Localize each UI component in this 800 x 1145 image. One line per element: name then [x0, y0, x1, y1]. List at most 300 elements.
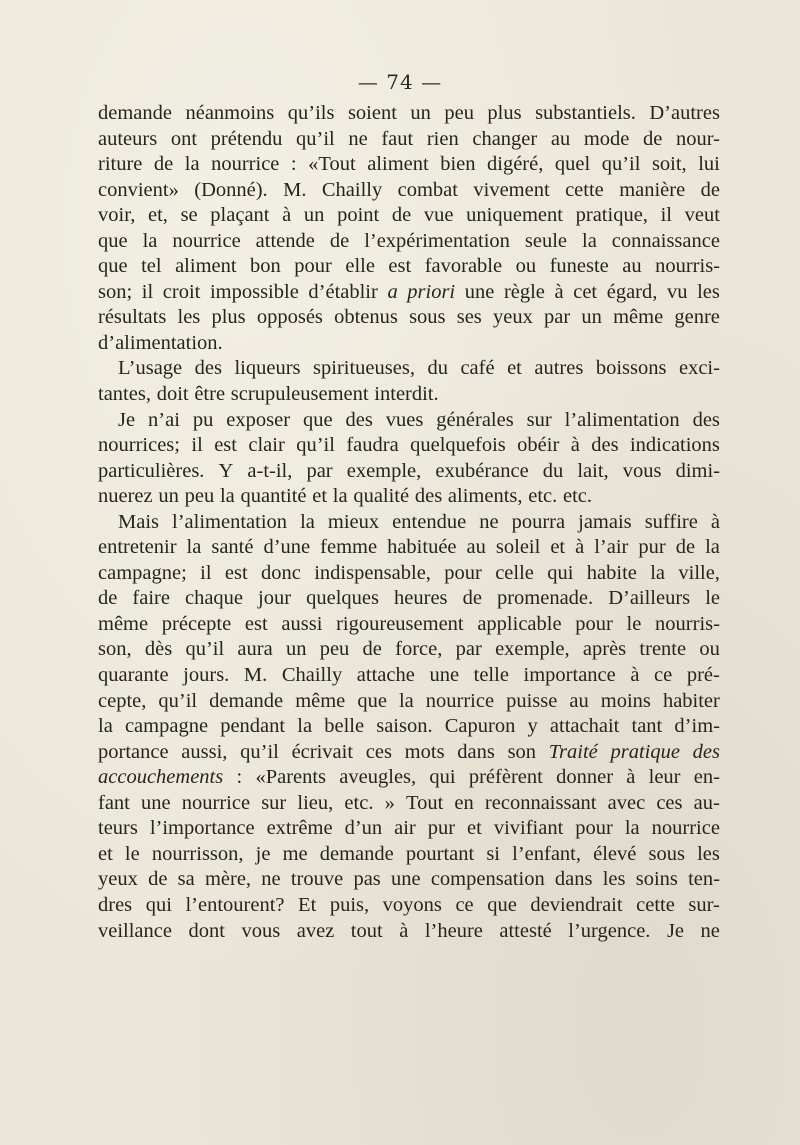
word: exci-: [678, 357, 720, 380]
page-number: — 74 —: [357, 70, 443, 94]
word: que: [98, 255, 128, 278]
word: Y: [218, 459, 234, 482]
word: importance: [523, 664, 616, 687]
word: extrême: [266, 817, 333, 840]
word: puis,: [329, 893, 370, 916]
word: sa: [177, 868, 195, 891]
word: pré-: [686, 664, 720, 687]
word: des: [692, 408, 720, 431]
word: en-: [693, 766, 720, 789]
word: au: [550, 127, 571, 150]
word: des: [591, 434, 619, 457]
word: interdit.: [374, 383, 439, 406]
word: obéir: [517, 434, 560, 457]
text-line: [98, 382, 720, 408]
word: qu’il: [158, 689, 198, 712]
word: que: [98, 229, 128, 252]
word: néanmoins: [185, 102, 275, 124]
word: femme: [320, 536, 378, 559]
word: D’ailleurs: [608, 587, 691, 610]
word: habituée: [387, 536, 457, 559]
text-line: [98, 356, 720, 382]
word: le: [705, 587, 720, 610]
word: veillance: [98, 919, 172, 942]
word: etc.: [563, 485, 593, 508]
word: «Parents: [255, 766, 327, 789]
word: à: [626, 766, 636, 789]
word: teurs: [98, 817, 138, 840]
word: D’autres: [649, 102, 720, 124]
word: mère,: [204, 868, 252, 891]
word: il: [191, 434, 203, 457]
word: pour: [575, 817, 613, 840]
word: Et: [298, 893, 317, 916]
text-line: [98, 178, 720, 204]
word: du: [427, 357, 448, 380]
text-line: [98, 612, 720, 638]
word: cet: [573, 280, 598, 303]
word: habiter: [662, 689, 720, 712]
text-line: [98, 280, 720, 306]
word: nourrice: [651, 817, 720, 840]
word: de: [675, 536, 696, 559]
word: ces: [365, 740, 392, 763]
word: nourrice: [181, 791, 251, 814]
word: L’usage: [118, 357, 183, 380]
text-line: [98, 637, 720, 663]
word: leur: [648, 766, 681, 789]
word: que: [487, 893, 517, 916]
word: portance: [98, 740, 169, 763]
word: ne: [700, 919, 720, 942]
word: d’im-: [674, 715, 720, 738]
word: qui: [547, 561, 574, 584]
word: résultats: [98, 306, 167, 329]
word: une: [464, 280, 495, 303]
word: dans: [554, 868, 593, 891]
text-line: [98, 919, 720, 945]
word: d’alimentation.: [98, 331, 223, 354]
word: tel: [141, 255, 162, 278]
word: dès: [144, 638, 173, 661]
word: de: [643, 127, 663, 150]
word: aliments,: [447, 485, 523, 508]
word: jours.: [183, 664, 230, 687]
word: préfèrent: [468, 766, 543, 789]
word: attache: [356, 664, 415, 687]
word: attende: [255, 229, 315, 252]
word: à: [575, 536, 585, 559]
word: sur: [261, 791, 287, 814]
word: en: [454, 791, 474, 814]
word: plus: [487, 102, 522, 124]
text-line: [98, 254, 720, 280]
word: pour: [575, 612, 613, 635]
word: un: [303, 204, 325, 227]
word: bien: [440, 153, 476, 176]
word: nourrices;: [98, 434, 180, 457]
word: Chailly: [321, 178, 383, 201]
word: égard,: [606, 280, 658, 303]
word: Je: [666, 919, 685, 942]
word: quel: [554, 153, 591, 176]
word: n’ai: [148, 408, 180, 431]
word: de: [153, 153, 174, 176]
word: au-: [693, 791, 720, 814]
word: son: [507, 740, 537, 763]
word: quelquefois: [410, 434, 506, 457]
word: d’un: [344, 817, 383, 840]
word: même: [98, 612, 149, 635]
word: pendant: [220, 715, 286, 738]
word: sous: [648, 842, 685, 865]
word: des: [692, 740, 720, 763]
word: l’heure: [424, 919, 483, 942]
word: ten-: [688, 868, 720, 891]
word: à: [570, 434, 580, 457]
word: une: [391, 868, 421, 891]
word: dont: [188, 919, 225, 942]
text-line: [98, 893, 720, 919]
word: trente: [639, 638, 687, 661]
word: auteurs: [98, 127, 158, 150]
word: la: [650, 561, 666, 584]
word: pur: [427, 817, 456, 840]
word: Traité: [548, 740, 598, 763]
word: de: [98, 587, 118, 610]
word: convient»: [98, 178, 179, 201]
word: donner: [556, 766, 614, 789]
word: l’alimentation: [172, 510, 288, 533]
word: l’air: [594, 536, 629, 559]
text-line: [98, 740, 720, 766]
word: je: [255, 842, 271, 865]
word: spiritueuses,: [313, 357, 415, 380]
word: est: [388, 255, 412, 278]
word: la: [297, 715, 313, 738]
word: force,: [395, 638, 443, 661]
word: que: [357, 689, 387, 712]
word: son,: [98, 638, 132, 661]
text-line: [98, 561, 720, 587]
word: exemple,: [346, 459, 422, 482]
word: entretenir: [98, 536, 177, 559]
word: nourrisson,: [151, 842, 244, 865]
word: rien: [426, 127, 459, 150]
text-line: [98, 765, 720, 791]
word: être: [194, 383, 226, 406]
word: vivement: [473, 178, 550, 201]
word: lieu,: [297, 791, 334, 814]
word: le: [626, 612, 642, 635]
word: sur: [526, 408, 552, 431]
word: d’une: [263, 536, 311, 559]
word: un: [581, 306, 602, 329]
word: soient: [347, 102, 397, 124]
word: vous: [241, 919, 281, 942]
word: moins: [600, 689, 651, 712]
word: digéré,: [487, 153, 544, 176]
word: vues: [385, 408, 424, 431]
word: reconnaissant: [484, 791, 597, 814]
text-line: [98, 203, 720, 229]
word: soins: [635, 868, 678, 891]
word: qu’il: [296, 434, 335, 457]
word: boissons: [595, 357, 667, 380]
word: indispensable,: [314, 561, 431, 584]
text-line: [98, 331, 720, 357]
word: nourrice: [425, 689, 495, 712]
word: de: [391, 204, 412, 227]
word: compensation: [430, 868, 545, 891]
word: faire: [132, 587, 170, 610]
word: sur-: [688, 893, 720, 916]
word: et: [467, 817, 482, 840]
word: un: [410, 102, 431, 124]
word: il: [141, 280, 154, 303]
word: par: [544, 306, 571, 329]
word: plaçant: [210, 204, 270, 227]
word: ses: [456, 306, 482, 329]
word: y: [527, 715, 538, 738]
text-line: [98, 867, 720, 893]
word: air: [394, 817, 416, 840]
word: pratique: [610, 740, 680, 763]
word: substantiels.: [535, 102, 636, 124]
word: voyons: [382, 893, 442, 916]
word: aura: [237, 638, 273, 661]
word: exemple,: [495, 638, 570, 661]
text-line: [98, 152, 720, 178]
word: nour-: [675, 127, 720, 150]
word: priori: [407, 280, 456, 303]
word: l’alimentation: [564, 408, 680, 431]
word: Capuron: [444, 715, 516, 738]
word: habite: [586, 561, 637, 584]
word: faudra: [346, 434, 399, 457]
word: telle: [473, 664, 509, 687]
word: etc.: [344, 791, 374, 814]
word: l’entourent?: [185, 893, 285, 916]
word: nourris-: [655, 612, 720, 635]
word: indications: [629, 434, 720, 457]
word: fant: [98, 791, 130, 814]
word: peu: [444, 102, 474, 124]
word: des: [345, 408, 373, 431]
word: même: [295, 689, 346, 712]
text-line: [98, 459, 720, 485]
word: demande: [209, 689, 284, 712]
word: qu’il: [240, 740, 279, 763]
word: jamais: [578, 510, 632, 533]
word: croit: [162, 280, 201, 303]
word: obtenus: [334, 306, 398, 329]
word: quarante: [98, 664, 169, 687]
word: l’expérimentation: [364, 229, 510, 252]
word: même: [613, 306, 664, 329]
word: ou: [699, 638, 720, 661]
word: des: [414, 485, 443, 508]
word: pu: [192, 408, 214, 431]
word: ou: [515, 255, 537, 278]
word: manière: [619, 178, 686, 201]
word: la: [398, 689, 414, 712]
text-line: [98, 791, 720, 817]
word: la: [219, 485, 235, 508]
word: la: [624, 817, 640, 840]
word: son;: [98, 280, 133, 303]
word: vu: [666, 280, 688, 303]
word: soit,: [651, 153, 687, 176]
word: aussi,: [181, 740, 228, 763]
word: au: [466, 536, 486, 559]
word: après: [582, 638, 627, 661]
word: qu’il: [296, 127, 335, 150]
word: lui: [698, 153, 720, 176]
word: donc: [261, 561, 301, 584]
word: applicable: [477, 612, 562, 635]
word: café: [460, 357, 495, 380]
word: pour: [294, 255, 332, 278]
word: mots: [404, 740, 445, 763]
word: cepte,: [98, 689, 147, 712]
word: par: [455, 638, 482, 661]
word: riture: [98, 153, 143, 176]
word: campagne: [124, 715, 209, 738]
word: aliment: [175, 255, 237, 278]
word: à: [282, 204, 292, 227]
word: tantes,: [98, 383, 151, 406]
word: le: [124, 842, 140, 865]
text-line: [98, 127, 720, 153]
word: et: [550, 536, 566, 559]
word: un: [158, 485, 179, 508]
word: uniquement: [466, 204, 563, 227]
word: aveugles,: [339, 766, 417, 789]
word: est: [224, 561, 248, 584]
word: faut: [381, 127, 414, 150]
text-line: [98, 305, 720, 331]
word: de: [148, 868, 168, 891]
word: la: [582, 229, 597, 252]
word: M.: [243, 664, 268, 687]
word: dimi-: [675, 459, 720, 482]
word: la: [300, 510, 315, 533]
word: de: [700, 178, 720, 201]
word: de: [462, 587, 482, 610]
word: celle: [495, 561, 534, 584]
word: a-t-il,: [247, 459, 293, 482]
word: particulières.: [98, 459, 205, 482]
word: ville,: [678, 561, 720, 584]
word: etc.: [528, 485, 558, 508]
word: pas: [353, 868, 381, 891]
word: à: [399, 919, 409, 942]
word: qu’il: [601, 153, 641, 176]
text-line: [98, 714, 720, 740]
word: qu’ils: [287, 102, 335, 124]
word: écrivait: [291, 740, 354, 763]
word: genre: [674, 306, 720, 329]
word: belle: [324, 715, 365, 738]
word: quelques: [306, 587, 379, 610]
word: ce: [455, 893, 474, 916]
word: l’urgence.: [568, 919, 651, 942]
word: à: [710, 510, 720, 533]
word: lait,: [577, 459, 609, 482]
word: :: [290, 153, 297, 176]
word: par: [306, 459, 333, 482]
word: combat: [397, 178, 458, 201]
word: ce: [654, 664, 673, 687]
text-line: [98, 689, 720, 715]
word: qui: [145, 893, 172, 916]
word: à: [630, 664, 640, 687]
word: avez: [296, 919, 335, 942]
word: de: [362, 638, 382, 661]
word: des: [194, 357, 222, 380]
word: l’enfant,: [512, 842, 582, 865]
word: demande: [98, 102, 172, 124]
word: plus: [211, 306, 246, 329]
word: les: [697, 280, 720, 303]
word: impossible: [209, 280, 299, 303]
word: peu: [184, 485, 215, 508]
word: Je: [118, 408, 136, 431]
word: accouchements: [98, 766, 224, 789]
word: élevé: [593, 842, 637, 865]
word: est: [214, 434, 237, 457]
word: Mais: [118, 510, 159, 533]
text-line: [98, 510, 720, 536]
word: liqueurs: [234, 357, 301, 380]
word: dans: [457, 740, 495, 763]
word: demande: [319, 842, 394, 865]
word: voir,: [98, 204, 136, 227]
word: la: [98, 715, 113, 738]
word: Tout: [405, 791, 444, 814]
word: cette: [565, 178, 604, 201]
word: yeux: [492, 306, 533, 329]
word: a: [387, 280, 398, 303]
word: opposés: [256, 306, 323, 329]
word: puisse: [506, 689, 558, 712]
word: favorable: [424, 255, 503, 278]
word: d’établir: [308, 280, 378, 303]
word: l’importance: [149, 817, 255, 840]
word: que: [302, 408, 333, 431]
word: chaque: [184, 587, 244, 610]
word: un: [285, 638, 307, 661]
text-line: [98, 408, 720, 434]
word: M.: [283, 178, 307, 201]
word: bon: [250, 255, 281, 278]
word: tout: [350, 919, 383, 942]
word: la: [142, 229, 158, 252]
word: nourrice: [211, 153, 280, 176]
word: pour: [444, 561, 482, 584]
word: du: [542, 459, 564, 482]
text-line: [98, 535, 720, 561]
word: se: [180, 204, 198, 227]
word: cette: [636, 893, 675, 916]
word: ont: [170, 127, 198, 150]
word: mieux: [327, 510, 380, 533]
word: vous: [622, 459, 662, 482]
word: doit: [156, 383, 189, 406]
word: yeux: [98, 868, 138, 891]
word: pur: [638, 536, 666, 559]
